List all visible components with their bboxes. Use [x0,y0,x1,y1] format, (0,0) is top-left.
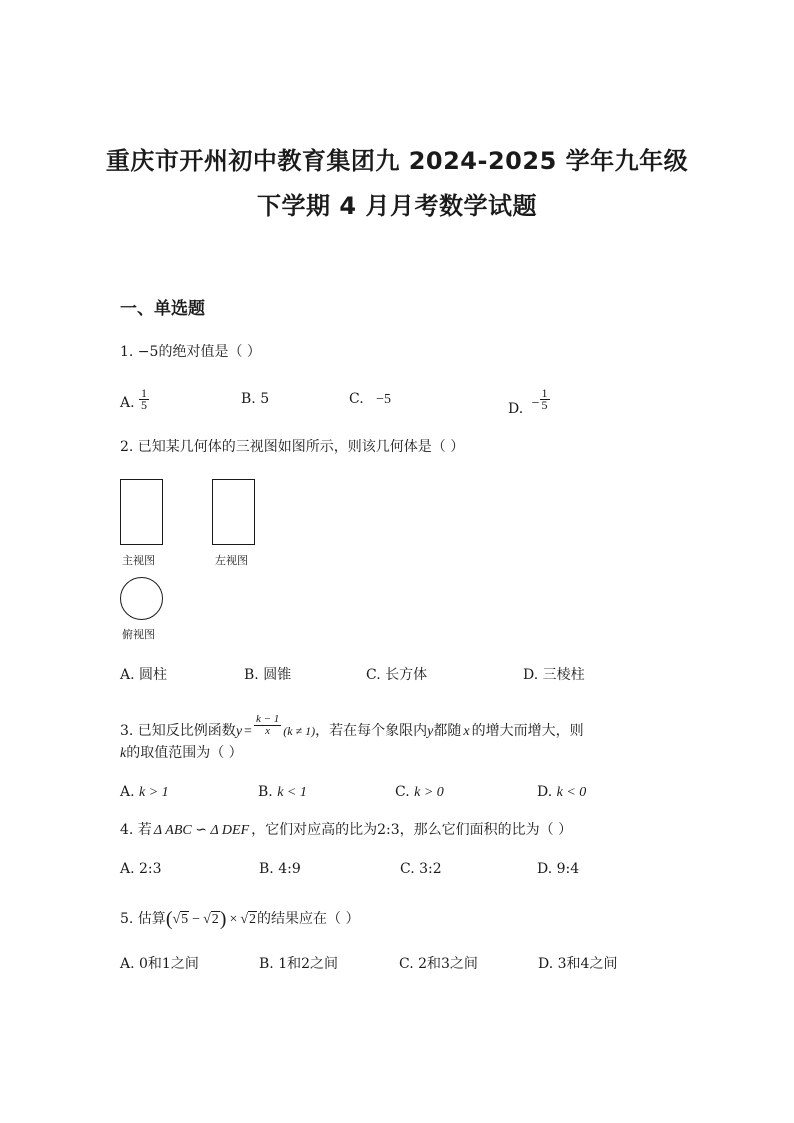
q4-option-a: A. 2:3 [120,861,162,877]
q1-option-c: C. −5 [349,391,392,407]
q5-option-d: D. 3和4之间 [538,956,618,972]
sqrt-2-second: 2 [249,912,257,927]
left-view-caption: 左视图 [215,554,248,567]
q1-a-fraction: $\frac{1}{5}$ [141,386,148,412]
q1-option-a: A. $\frac{1}{5}$ [120,386,148,412]
q4-option-c: C. 3:2 [400,861,442,877]
title-line-2: 下学期 4 月月考数学试题 [257,192,537,220]
q2-option-b: B. 圆锥 [244,667,292,683]
q2-option-a: A. 圆柱 [120,667,168,683]
q2-option-c: C. 长方体 [366,667,428,683]
front-view-caption: 主视图 [122,554,155,567]
section-heading: 一、单选题 [120,299,205,319]
q5-option-c: C. 2和3之间 [399,956,478,972]
sqrt-5: 5 [181,912,189,927]
question-3-stem: 3. 已知反比例函数y = $\frac{k - 1}{x}$ (k ≠ 1)，若在每个象限内y都随 x 的增大而增大，则 [120,713,584,739]
question-5-stem: 5. 估算(√5 − √2) × √2的结果应在（ ） [120,908,360,930]
q1-d-fraction: $\frac{1}{5}$ [541,386,548,412]
q3-option-a: A. k > 1 [120,784,169,800]
title-line-1: 重庆市开州初中教育集团九 2024-2025 学年九年级 [105,147,689,175]
q1-option-b: B. 5 [241,391,270,407]
q3-option-d: D. k < 0 [537,784,587,800]
similar-triangles-expression: Δ ABC ∽ Δ DEF [153,823,250,838]
q3-fraction: $\frac{k - 1}{x}$ [255,713,280,737]
q5-option-a: A. 0和1之间 [120,956,199,972]
q1-option-d: D. − $\frac{1}{5}$ [508,386,548,417]
q4-option-b: B. 4:9 [259,861,301,877]
q4-option-d: D. 9:4 [537,861,580,877]
top-view-caption: 俯视图 [122,628,155,641]
q3-option-b: B. k < 1 [258,784,307,800]
q2-option-d: D. 三棱柱 [523,667,585,683]
front-view-rectangle [120,479,163,545]
q5-option-b: B. 1和2之间 [259,956,339,972]
question-4-stem: 4. 若 Δ ABC ∽ Δ DEF ，它们对应高的比为2:3，那么它们面积的比为（ ） [120,822,573,838]
sqrt-2-first: 2 [211,912,219,927]
question-2-stem: 2. 已知某几何体的三视图如图所示，则该几何体是（ ） [120,439,465,455]
top-view-circle [120,577,163,620]
q3-option-c: C. k > 0 [395,784,444,800]
question-3-line-2: k的取值范围为（ ） [120,745,243,761]
question-1-stem: 1. −5的绝对值是（ ） [120,344,261,360]
left-view-rectangle [212,479,255,545]
